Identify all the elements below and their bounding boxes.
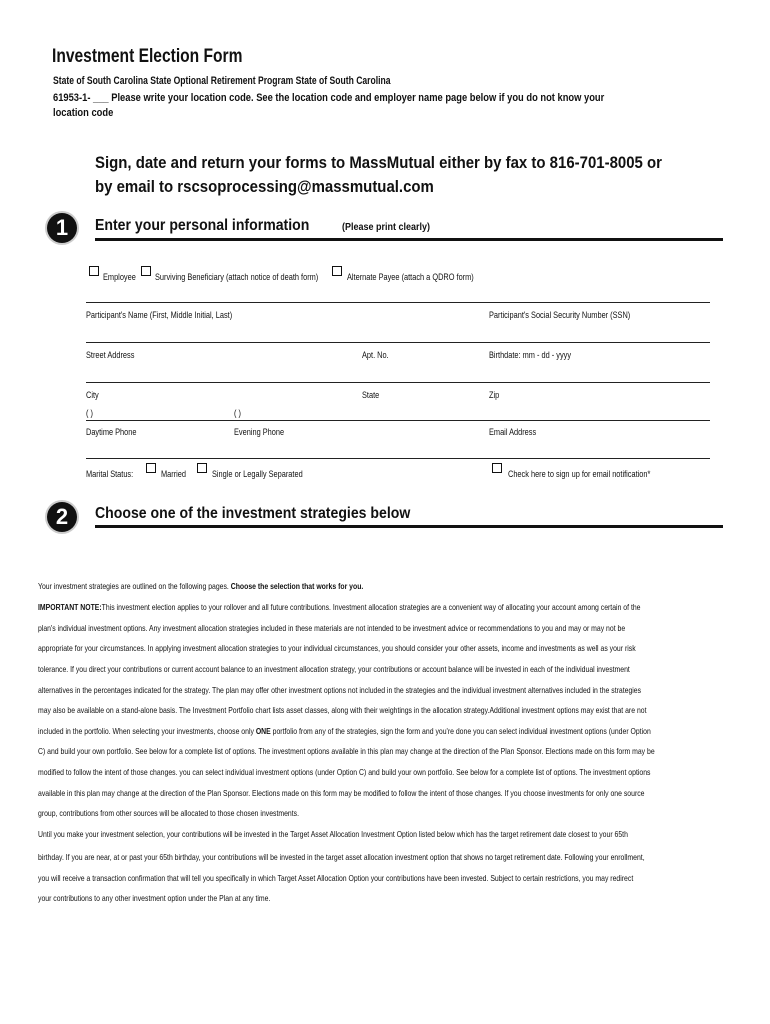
- program-subtitle: State of South Carolina State Optional Retirement Program State of South Carolina: [53, 75, 391, 87]
- body-line: your contributions to any other investment option under the Plan at any time.: [38, 893, 271, 903]
- body-line: birthday. If you are near, at or past your 65th birthday, your contributions will be invested in the target asset allocation investment option that shows no target retirement date. Following your enrollment,: [38, 852, 645, 862]
- address-field-line[interactable]: [86, 342, 710, 343]
- email-field-line[interactable]: [86, 458, 710, 459]
- birthdate-label: Birthdate: mm - dd - yyyy: [489, 350, 572, 360]
- body-line: plan's individual investment options. Any investment allocation strategies included in these materials are not intended to be investment advice or recommendations to you and may or may not be: [38, 623, 626, 633]
- one-emphasis: ONE: [255, 726, 271, 736]
- return-instructions-line2: by email to rscsoprocessing@massmutual.com: [95, 177, 434, 196]
- city-field-line[interactable]: [86, 382, 710, 383]
- employee-checkbox[interactable]: [89, 266, 99, 276]
- surviving-beneficiary-checkbox[interactable]: [141, 266, 151, 276]
- daytime-phone-area-code: ( ): [86, 408, 93, 418]
- important-note-label: IMPORTANT NOTE:: [38, 602, 102, 612]
- alternate-payee-label: Alternate Payee (attach a QDRO form): [347, 272, 474, 282]
- location-code-instruction: 61953-1- ___ Please write your location code. See the location code and employer name page below if you do not know your: [53, 92, 605, 104]
- important-note-line: [38, 602, 641, 613]
- step-2-badge: 2: [47, 502, 77, 532]
- ssn-label: Participant's Social Security Number (SSN): [489, 310, 631, 320]
- participant-name-label: Participant's Name (First, Middle Initial, Last): [86, 310, 233, 320]
- body-line-rest: portfolio from any of the strategies, sign the form and you're done you can select individual investment options (under Option: [272, 726, 651, 736]
- body-line: Until you make your investment selection, your contributions will be invested in the Target Asset Allocation Investment Option listed below which has the target retirement date closest to your 65th: [38, 829, 628, 839]
- single-label: Single or Legally Separated: [212, 469, 303, 479]
- print-clearly-note: (Please print clearly): [342, 222, 431, 233]
- location-code-instruction-cont: location code: [53, 107, 114, 119]
- body-line: This investment election applies to your rollover and all future contributions. Investment allocation strategies are a convenient way of allocating your account among certain of the: [101, 602, 641, 612]
- body-line: C) and build your own portfolio. See below for a complete list of options. The investment options available in this plan may change at the direction of the Plan Sponsor. Elections made on this form may be: [38, 746, 655, 756]
- step-1-badge: 1: [47, 213, 77, 243]
- email-address-label: Email Address: [489, 427, 537, 437]
- intro-paragraph: [38, 581, 363, 592]
- body-line: you will receive a transaction confirmation that will tell you specifically in which Target Asset Allocation Option your contributions have been invested. Subject to certain restrictions, you may redirect: [38, 873, 634, 883]
- married-label: Married: [161, 469, 187, 479]
- phone-field-line[interactable]: [86, 420, 710, 421]
- employee-label: Employee: [103, 272, 136, 282]
- body-line: tolerance. If you direct your contributions or current account balance to an investment allocation strategy, your contributions or account balance will be invested in each of the individual investment: [38, 664, 630, 674]
- marital-status-label: Marital Status:: [86, 469, 134, 479]
- return-instructions-line1: Sign, date and return your forms to MassMutual either by fax to 816-701-8005 or: [95, 153, 662, 172]
- body-line: appropriate for your circumstances. In applying investment allocation strategies to your individual circumstances, you should consider your other assets, income and investments as well as your risk: [38, 643, 636, 653]
- body-line-start: included in the portfolio. When selecting your investments, choose only: [38, 726, 254, 736]
- body-line: group, contributions from other sources will be allocated to those chosen investments.: [38, 808, 300, 818]
- email-signup-checkbox[interactable]: [492, 463, 502, 473]
- email-signup-label: Check here to sign up for email notification*: [508, 469, 651, 479]
- street-address-label: Street Address: [86, 350, 135, 360]
- city-label: City: [86, 390, 99, 400]
- section-1-rule: [95, 238, 723, 241]
- apt-no-label: Apt. No.: [362, 350, 389, 360]
- married-checkbox[interactable]: [146, 463, 156, 473]
- body-line-one-portfolio: [38, 726, 651, 737]
- section-2-rule: [95, 525, 723, 528]
- name-field-line[interactable]: [86, 302, 710, 303]
- single-checkbox[interactable]: [197, 463, 207, 473]
- intro-text: Your investment strategies are outlined on the following pages.: [38, 581, 229, 591]
- body-line: available in this plan may change at the direction of the Plan Sponsor. Elections made on this form may be modified to follow the intent of those changes. If you choose investments for only one source: [38, 788, 645, 798]
- form-title: Investment Election Form: [52, 46, 243, 67]
- zip-label: Zip: [489, 390, 500, 400]
- surviving-beneficiary-label: Surviving Beneficiary (attach notice of death form): [155, 272, 319, 282]
- evening-phone-area-code: ( ): [234, 408, 241, 418]
- body-line: alternatives in the percentages indicated for the strategy. The plan may offer other investment options not included in the strategies and the individual investment alternatives included in the strategies: [38, 685, 642, 695]
- alternate-payee-checkbox[interactable]: [332, 266, 342, 276]
- body-line: may also be available on a stand-alone basis. The Investment Portfolio chart lists asset classes, along with their weightings in the allocation strategy.Additional investment options may exist that are not: [38, 705, 647, 715]
- evening-phone-label: Evening Phone: [234, 427, 285, 437]
- section-1-heading: Enter your personal information: [95, 217, 310, 234]
- section-2-heading: Choose one of the investment strategies below: [95, 505, 411, 522]
- state-label: State: [362, 390, 380, 400]
- intro-bold-text: Choose the selection that works for you.: [230, 581, 364, 591]
- body-line: modified to follow the intent of those changes. you can select individual investment options (under Option C) and build your own portfolio. See below for a complete list of options. The investment options: [38, 767, 651, 777]
- daytime-phone-label: Daytime Phone: [86, 427, 137, 437]
